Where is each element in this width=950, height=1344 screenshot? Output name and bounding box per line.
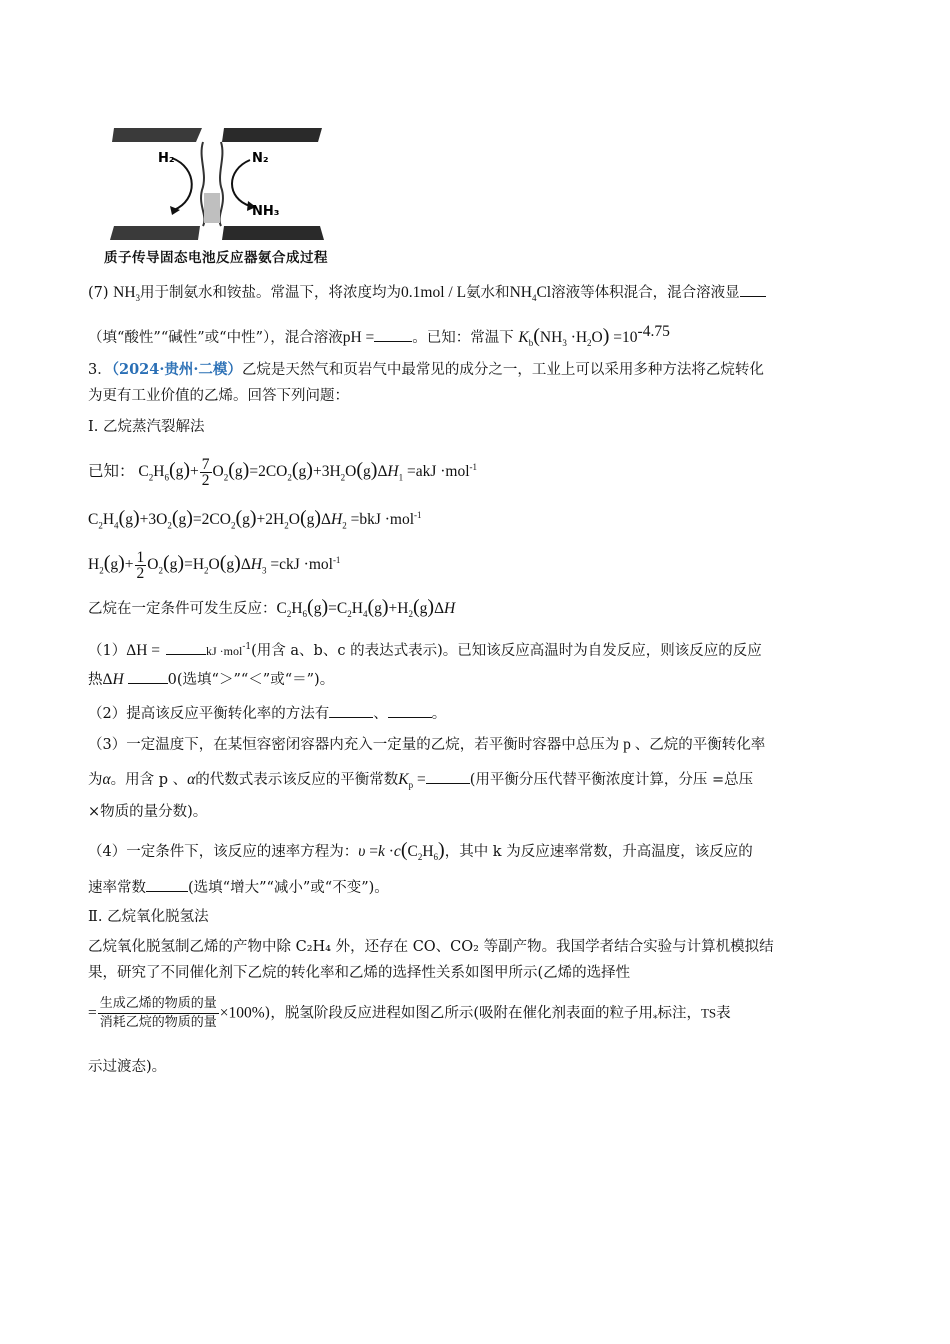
q7-line1: (7) $NH_3$用于制氨水和铵盐。常温下，将浓度均为0.1mol / L氨水和$NH_4Cl$溶液等体积混合，混合溶液显 xyxy=(88,282,766,308)
q3-intro-line1: 3．（2024·贵州·二模）乙烷是天然气和页岩气中最常见的成分之一，工业上可以采用多种方法将乙烷转化 xyxy=(88,361,764,378)
answer-blank[interactable] xyxy=(426,769,470,784)
answer-blank[interactable] xyxy=(329,703,373,718)
reactor-figure xyxy=(100,118,340,268)
part-3-line1: （3）一定温度下，在某恒容密闭容器内充入一定量的乙烷，若平衡时容器中总压为 p 、乙烷的平衡转化率 xyxy=(88,736,766,753)
answer-blank[interactable] xyxy=(388,703,432,718)
equation-3: $H_2(g)+$ $\frac{1}{2}$ $O_2(g)=H_2O(g)\Delta H_3 =ckJ \cdot mol^{-1}$ xyxy=(88,549,341,583)
q7-line2: （填“酸性”“碱性”或“中性”），混合溶液pH = 。已知：常温下 $K_b(NH_3 \cdot H_2O) =10^{-4.75}$ xyxy=(88,323,670,348)
answer-blank[interactable] xyxy=(740,282,766,297)
equation-2: $C_2H_4(g)+3O_2(g)=2CO_2(g)+2H_2O(g)\Delta H_2 =bkJ \cdot mol^{-1}$ xyxy=(88,507,422,531)
part-4-line2: 速率常数 (选填“增大”“减小”或“不变”)。 xyxy=(88,877,389,898)
section-2-line1: 乙烷氧化脱氢制乙烯的产物中除 C₂H₄ 外，还存在 CO、CO₂ 等副产物。我国学者结合实验与计算机模拟结 xyxy=(88,939,774,955)
nh3-label: NH₃ xyxy=(252,204,280,219)
part-3-line2: 为α。用含 p 、α的代数式表示该反应的平衡常数$K_p$ = (用平衡分压代替平衡浓度计算，分压 =总压 xyxy=(88,771,754,791)
section-2-title: Ⅱ. 乙烷氧化脱氢法 xyxy=(88,909,209,925)
part-2: （2）提高该反应平衡转化率的方法有 、 。 xyxy=(88,703,446,724)
section-2-line3: = $\frac{\text{生成乙烯的物质的量}}{\text{消耗乙烷的物质的量}}$ ×100%)，脱氢阶段反应进程如图乙所示(吸附在催化剂表面的粒子用$_*$标注，TS表 xyxy=(88,996,731,1030)
equation-1: 已知： $C_2H_6(g)+$ $\frac{7}{2}$ $O_2(g)=2CO_2(g)+3H_2O(g)\Delta H_1 =akJ \cdot mol^{-1}$ xyxy=(88,456,478,490)
part-3-line3: ×物质的量分数)。 xyxy=(88,804,208,820)
section-2-line2: 果，研究了不同催化剂下乙烷的转化率和乙烯的选择性关系如图甲所示(乙烯的选择性 xyxy=(88,965,631,981)
q3-source: （2024·贵州·二模） xyxy=(111,361,242,378)
section-2-line4: 示过渡态)。 xyxy=(88,1059,167,1075)
answer-blank[interactable] xyxy=(374,327,412,342)
section-1-title: I. 乙烷蒸汽裂解法 xyxy=(88,419,205,435)
answer-blank[interactable] xyxy=(128,669,168,684)
n2-label: N₂ xyxy=(252,151,269,166)
figure-caption: 质子传导固态电池反应器氨合成过程 xyxy=(104,250,328,266)
part-1-line2: 热ΔH 0(选填“＞”“＜”或“＝”)。 xyxy=(88,671,335,688)
answer-blank[interactable] xyxy=(166,640,206,655)
q3-intro-line2: 为更有工业价值的乙烯。回答下列问题： xyxy=(88,388,349,404)
reactor-diagram xyxy=(100,118,340,248)
selectivity-fraction: $\frac{\text{生成乙烯的物质的量}}{\text{消耗乙烷的物质的量}}$ xyxy=(99,996,217,1030)
part-4-line1: （4）一定条件下，该反应的速率方程为：$\upsilon =k \cdot c(C_2H_6)$，其中 k 为反应速率常数，升高温度，该反应的 xyxy=(88,839,753,863)
part-1-line1: （1）ΔH = kJ ·mol$^{-1}$(用含 a、b、c 的表达式表示)。已知该反应高温时为自发反应，则该反应的反应 xyxy=(88,641,762,659)
answer-blank[interactable] xyxy=(146,877,188,892)
h2-label: H₂ xyxy=(158,151,175,166)
target-reaction: 乙烷在一定条件可发生反应：$C_2H_6(g)=C_2H_4(g)+H_2(g)\Delta H$ xyxy=(88,596,456,620)
